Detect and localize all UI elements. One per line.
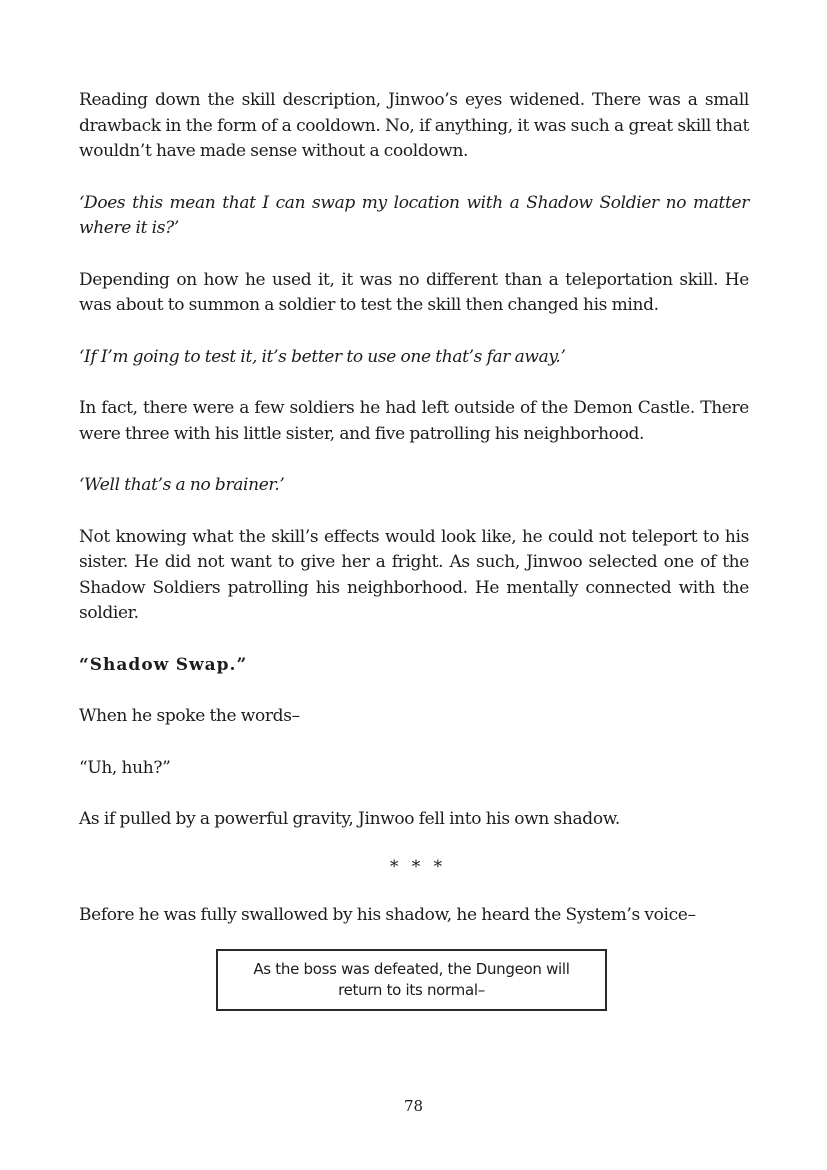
paragraph: Before he was fully swallowed by his shadow, he heard the System’s voice– (79, 904, 696, 925)
system-message-box (216, 949, 607, 1011)
page-number: 78 (403, 1097, 424, 1115)
page-body (79, 88, 749, 928)
paragraph: Reading down the skill description, Jinwoo’s eyes widened. There was a small drawback in the form of a cooldown. No, if anything, it was such a great skill that wouldn’t have made sense without a cooldown. (79, 90, 749, 161)
paragraph: As if pulled by a powerful gravity, Jinwoo fell into his own shadow. (79, 809, 620, 829)
paragraph: Depending on how he used it, it was no different than a teleportation skill. He was about to summon a soldier to test the skill then changed his mind. (79, 269, 749, 315)
thought-paragraph: ‘If I’m going to test it, it’s better to use one that’s far away.’ (79, 346, 566, 367)
scene-break: * * * (389, 856, 447, 877)
dialogue-paragraph: “Uh, huh?” (79, 757, 171, 778)
paragraph: In fact, there were a few soldiers he had left outside of the Demon Castle. There were three with his little sister, and five patrolling his neighborhood. (79, 398, 749, 444)
thought-paragraph: ‘Well that’s a no brainer.’ (79, 475, 285, 495)
paragraph: When he spoke the words– (79, 706, 300, 726)
system-message-text: As the boss was defeated, the Dungeon will return to its normal– (253, 960, 570, 999)
dialogue-skill-call: “Shadow Swap.” (79, 654, 248, 675)
thought-paragraph: ‘Does this mean that I can swap my location with a Shadow Soldier no matter where it is?’ (79, 192, 749, 238)
paragraph: Not knowing what the skill’s effects would look like, he could not teleport to his sister. He did not want to give her a fright. As such, Jinwoo selected one of the Shadow Soldiers patrolling his neighborhood. He mentally connected with the soldier. (79, 526, 749, 623)
